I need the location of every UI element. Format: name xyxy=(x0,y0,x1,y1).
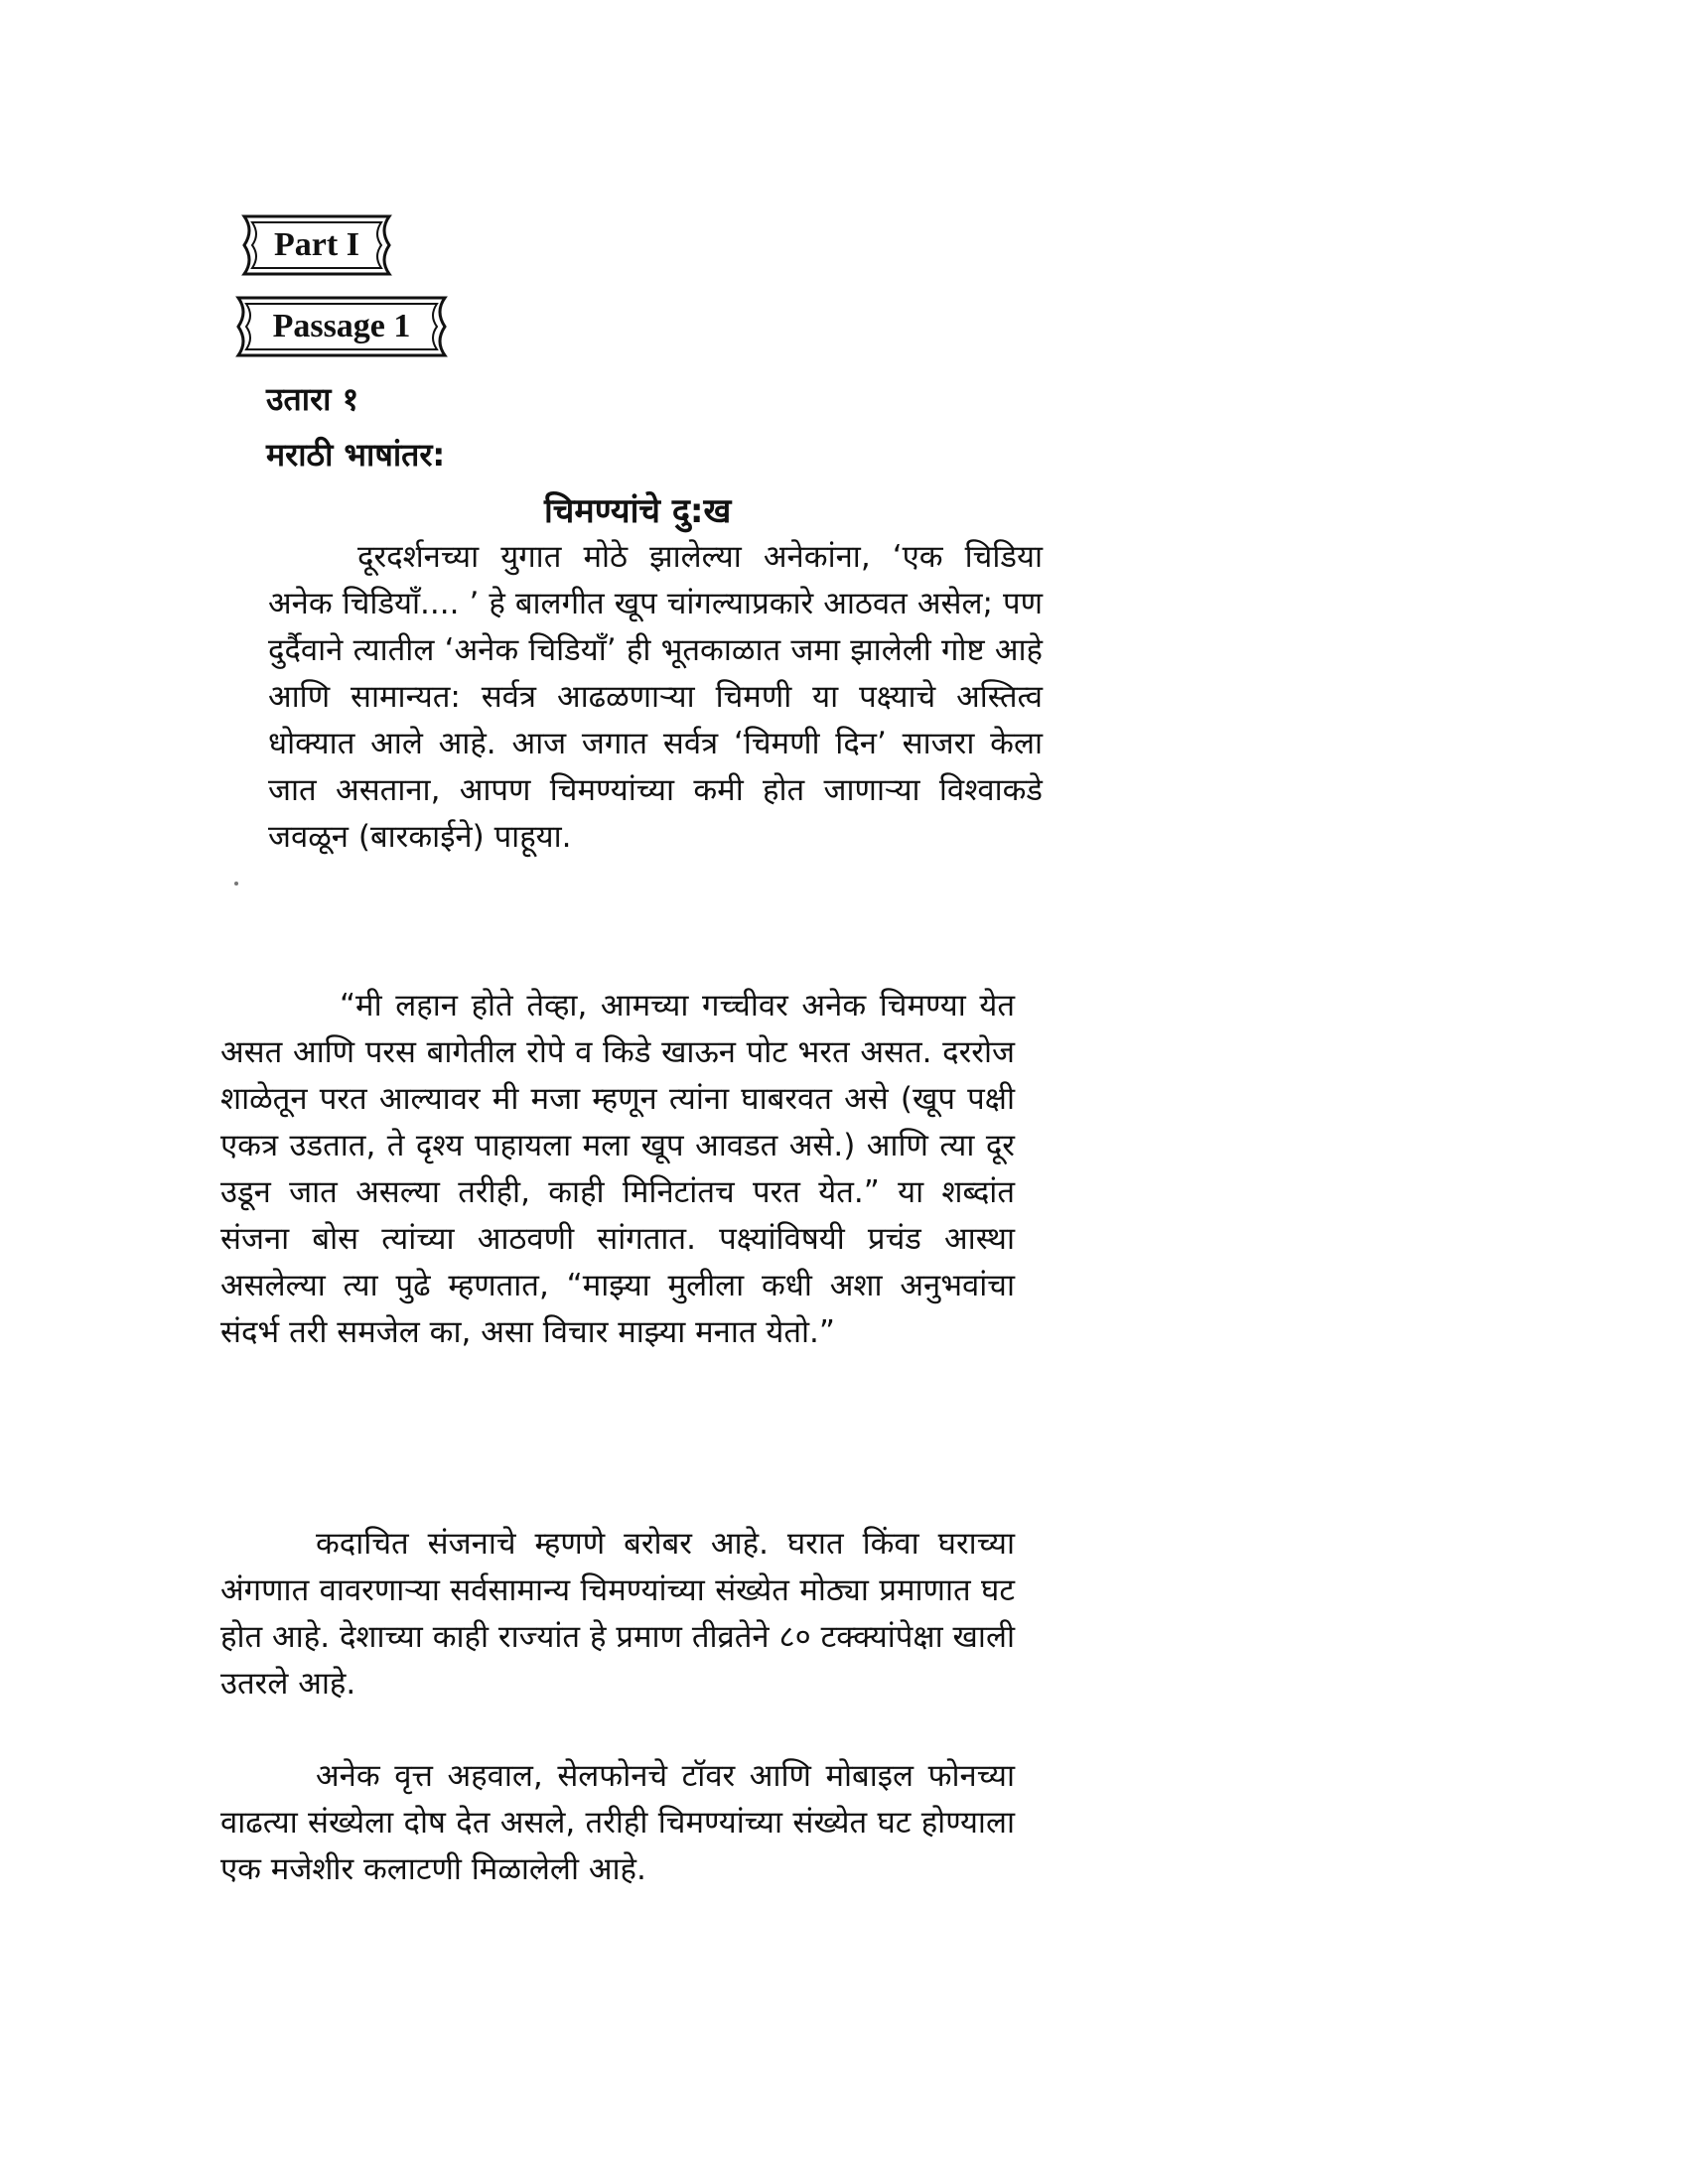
utara-heading: उतारा १ xyxy=(266,380,359,418)
part-label-text: Part I xyxy=(274,226,359,263)
paragraph: अनेक वृत्त अहवाल, सेलफोनचे टॉवर आणि मोबाइल फोनच्या वाढत्या संख्येला दोष देत असले, तरीही चिमण्यांच्या संख्येत घट होण्याला एक मजेशीर कलाटणी मिळालेली आहे. xyxy=(220,1758,1015,1887)
passage-title: चिमण्यांचे दु:ख xyxy=(544,491,732,531)
passage-label-text: Passage 1 xyxy=(272,308,411,344)
part-label xyxy=(230,210,403,280)
paragraph: कदाचित संजनाचे म्हणणे बरोबर आहे. घरात किंवा घराच्या अंगणात वावरणाऱ्या सर्वसामान्य चिमण्यांच्या संख्येत मोठ्या प्रमाणात घट होत आहे. देशाच्या काही राज्यांत हे प्रमाण तीव्रतेने ८० टक्क्यांपेक्षा खाली उतरले आहे. xyxy=(220,1526,1015,1702)
marathi-translation-heading: मराठी भाषांतर: xyxy=(266,436,446,474)
paragraph: दूरदर्शनच्या युगात मोठे झालेल्या अनेकांना, ‘एक चिडिया अनेक चिडियाँ.... ’ हे बालगीत खूप चांगल्याप्रकारे आठवत असेल; पण दुर्दैवाने त्यातील ‘अनेक चिडियाँ’ ही भूतकाळात जमा झालेली गोष्ट आहे आणि सामान्यत: सर्वत्र आढळणाऱ्या चिमणी या पक्ष्याचे अस्तित्व धोक्यात आले आहे. आज जगात सर्वत्र ‘चिमणी दिन’ साजरा केला जात असताना, आपण चिमण्यांच्या कमी होत जाणाऱ्या विश्वाकडे जवळून (बारकाईने) पाहूया. xyxy=(268,539,1043,855)
scan-speck xyxy=(234,882,238,886)
paragraph: “मी लहान होते तेव्हा, आमच्या गच्चीवर अनेक चिमण्या येत असत आणि परस बागेतील रोपे व किडे खाऊन पोट भरत असत. दररोज शाळेतून परत आल्यावर मी मजा म्हणून त्यांना घाबरवत असे (खूप पक्षी एकत्र उडतात, ते दृश्य पाहायला मला खूप आवडत असे.) आणि त्या दूर उडून जात असल्या तरीही, काही मिनिटांतच परत येत.” या शब्दांत संजना बोस त्यांच्या आठवणी सांगतात. पक्ष्यांविषयी प्रचंड आस्था असलेल्या त्या पुढे म्हणतात, “माझ्या मुलीला कधी अशा अनुभवांचा संदर्भ तरी समजेल का, असा विचार माझ्या मनात येतो.” xyxy=(220,988,1015,1350)
passage-label xyxy=(224,292,459,361)
